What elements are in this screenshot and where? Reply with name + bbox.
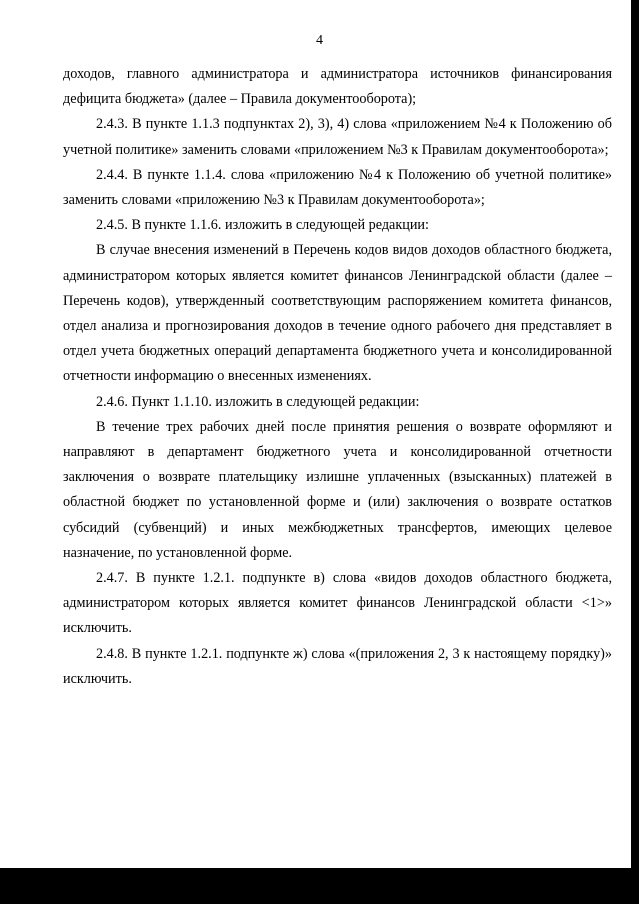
scan-edge-bottom <box>0 868 639 904</box>
scan-edge-right <box>631 0 639 904</box>
paragraph-2-4-6-text: В течение трех рабочих дней после принятия решения о возврате оформляют и направляют в департамент бюджетного учета и консолидированной отчетности заключения о возврате плательщику излишне уплаченных (взысканных) платежей в областной бюджет по установленной форме и (или) заключения о возврате остатков субсидий (субвенций) и иных межбюджетных трансфертов, имеющих целевое назначение, по установленной форме. <box>63 418 612 561</box>
paragraph-2-4-5-text: В случае внесения изменений в Перечень кодов видов доходов областного бюджета, администратором которых является комитет финансов Ленинградской области (далее – Перечень кодов), утвержденный соответствующим распоряжением комитета финансов, отдел анализа и прогнозирования доходов в течение одного рабочего дня представляет в отдел учета бюджетных операций департамента бюджетного учета и консолидированной отчетности информацию о внесенных изменениях. <box>63 242 612 385</box>
paragraph-2-4-6: 2.4.6. Пункт 1.1.10. изложить в следующей редакции: <box>96 393 420 410</box>
paragraph-2-4-5: 2.4.5. В пункте 1.1.6. изложить в следующей редакции: <box>96 217 429 234</box>
paragraph-2-4-8: 2.4.8. В пункте 1.2.1. подпункте ж) слова «(приложения 2, 3 к настоящему порядку)» исключить. <box>63 645 612 687</box>
document-body <box>63 62 612 692</box>
page-number: 4 <box>316 33 323 48</box>
paragraph-continuation: доходов, главного администратора и администратора источников финансирования дефицита бюджета» (далее – Правила документооборота); <box>63 66 612 108</box>
paragraph-2-4-4: 2.4.4. В пункте 1.1.4. слова «приложению №4 к Положению об учетной политике» заменить словами «приложению №3 к Правилам документооборота»; <box>63 166 612 209</box>
paragraph-2-4-3: 2.4.3. В пункте 1.1.3 подпунктах 2), 3), 4) слова «приложением №4 к Положению об учетной политике» заменить словами «приложением №3 к Правилам документооборота»; <box>63 116 612 158</box>
paragraph-2-4-7: 2.4.7. В пункте 1.2.1. подпункте в) слова «видов доходов областного бюджета, администратором которых является комитет финансов Ленинградской области <1>» исключить. <box>63 570 612 637</box>
